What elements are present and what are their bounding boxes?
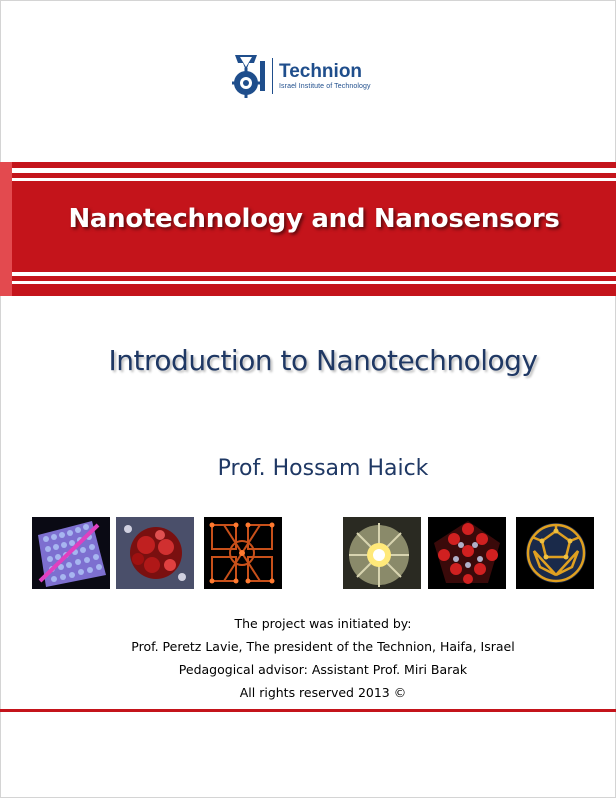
nanostructure-lattice-image xyxy=(32,517,110,589)
banner-stripe xyxy=(12,168,616,173)
bottom-rule xyxy=(0,709,616,712)
credits-block xyxy=(0,612,616,704)
banner-stripe xyxy=(12,272,616,276)
credits-line: The project was initiated by: xyxy=(234,616,412,631)
logo-subtitle: Israel Institute of Technology xyxy=(279,82,371,90)
crystal-framework-image xyxy=(204,517,282,589)
logo-name: Technion xyxy=(279,60,363,82)
document-subtitle: Introduction to Nanotechnology xyxy=(108,344,538,377)
credits-line: All rights reserved 2013 © xyxy=(239,685,407,700)
author-name: Prof. Hossam Haick xyxy=(217,456,429,481)
banner-stripe xyxy=(12,178,616,181)
document-title: Nanotechnology and Nanosensors xyxy=(68,204,560,234)
technion-emblem-icon xyxy=(232,53,268,99)
molecular-spheres-image xyxy=(428,517,506,589)
logo-divider xyxy=(272,58,273,94)
nanoparticle-cluster-image xyxy=(116,517,194,589)
credits-line: Prof. Peretz Lavie, The president of the Technion, Haifa, Israel xyxy=(131,639,515,654)
nanotube-cross-section-image xyxy=(343,517,421,589)
technion-logo xyxy=(232,52,371,100)
credits-line: Pedagogical advisor: Assistant Prof. Miri Barak xyxy=(178,662,468,677)
banner-stripe xyxy=(12,281,616,284)
banner-edge xyxy=(0,162,12,296)
fullerene-cage-image xyxy=(516,517,594,589)
